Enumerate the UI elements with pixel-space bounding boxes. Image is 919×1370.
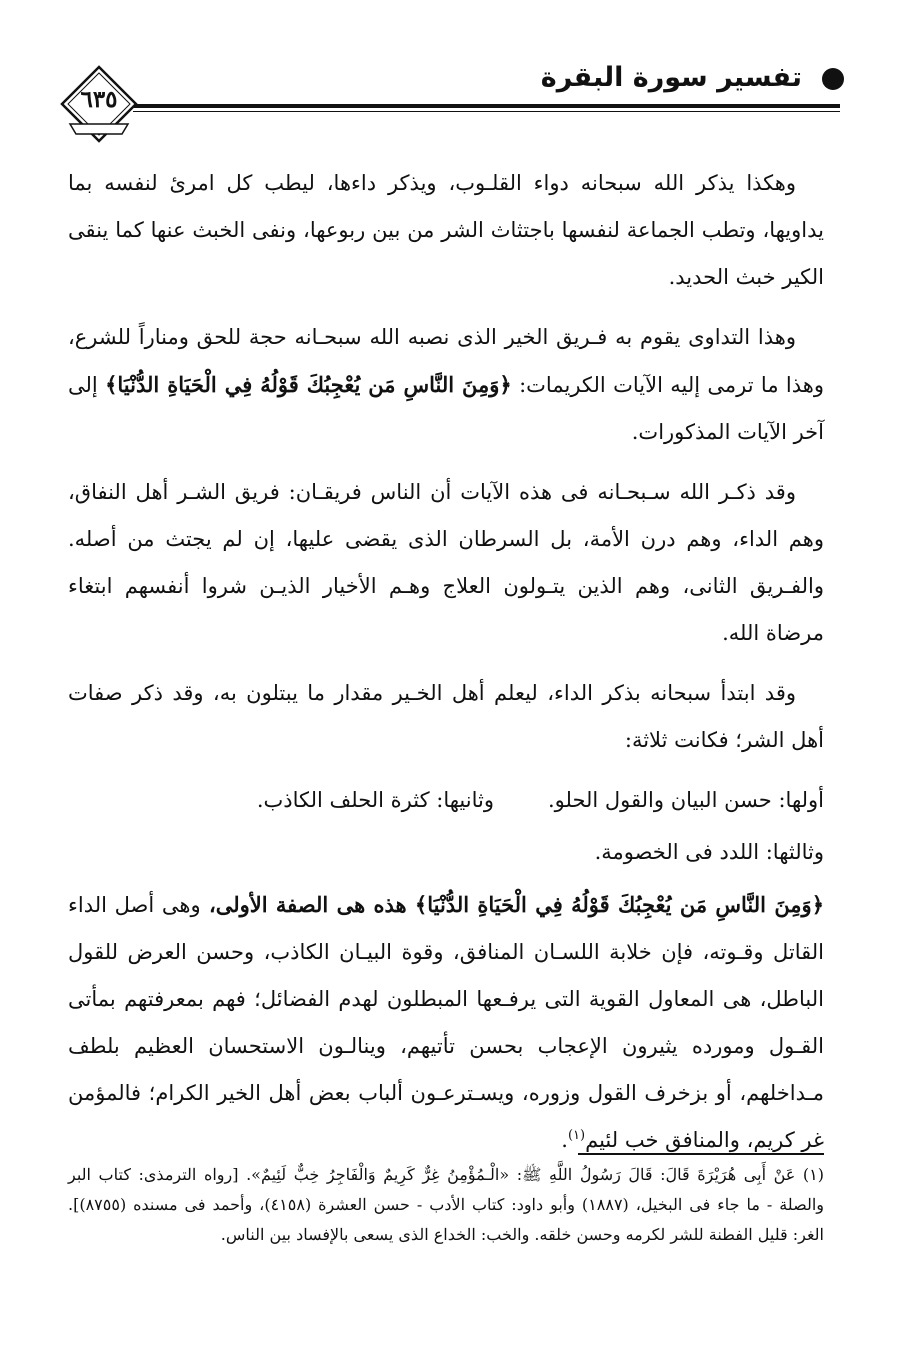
trait-third: وثالثها: اللدد فى الخصومة. xyxy=(594,840,824,864)
running-title: تفسير سورة البقرة xyxy=(540,62,802,93)
footnote-separator xyxy=(578,1153,824,1155)
page-number: ٦٣٥ xyxy=(80,86,118,113)
trait-second: وثانيها: كثرة الحلف الكاذب. xyxy=(256,788,494,812)
header-rule xyxy=(133,104,840,108)
paragraph xyxy=(68,881,824,1164)
footnote xyxy=(68,1160,824,1250)
traits-row xyxy=(68,777,824,829)
page-header xyxy=(58,52,830,142)
paragraph-text: وهذا التداوى يقوم به فـريق الخير الذى نصبه الله سبحـانه حجة للحق ومناراً للشرع، وهذا ما ترمى إليه الآيات الكريمات: xyxy=(68,325,824,397)
quran-verse: ﴿وَمِنَ النَّاسِ مَن يُعْجِبُكَ قَوْلُهُ فِي الْحَيَاةِ الدُّنْيَا﴾ xyxy=(414,892,825,917)
footnote-ref: (١) xyxy=(567,1128,586,1143)
paragraph: وهكذا يذكر الله سبحانه دواء القلـوب، ويذكر داءها، ليطب كل امرئ لنفسه بما يداويها، وتطب الجماعة لنفسها باجتثاث الشر من بين ربوعها، ونفى الخبث عنها كما ينقى الكير خبث الحديد. xyxy=(68,171,824,289)
trait-first: أولها: حسن البيان والقول الحلو. xyxy=(547,788,824,812)
bold-phrase: هذه هى الصفة الأولى، xyxy=(200,892,415,917)
page-number-badge xyxy=(56,64,142,150)
bullet-icon xyxy=(822,68,844,90)
paragraph-text: وهى أصل الداء القاتل وقـوته، فإن خلابة اللسـان المنافق، وقوة البيـان الكاذب، وحسن العرض للقول الباطل، هى المعاول القوية التى يرفـعها المبطلون لهدم الفضائل؛ فهم بمعرفتهم بمأتى القـول ومورده يثيرون الإعجاب بحسن تأتيهم، وينالـون الاستحسان العظيم بلطف مـداخلهم، أو بزخرف القول وزوره، ويسـترعـون ألباب بعض أهل الخير الكرام؛ فالمؤمن غر كريم، والمنافق خب لئيم xyxy=(68,893,824,1152)
paragraph: وقد ابتدأ سبحانه بذكر الداء، ليعلم أهل الخـير مقدار ما يبتلون به، وقد ذكر صفات أهل الشر؛ فكانت ثلاثة: xyxy=(68,681,824,752)
paragraph xyxy=(68,314,824,456)
main-text xyxy=(68,160,824,1177)
paragraph: وقد ذكـر الله سـبحـانه فى هذه الآيات أن الناس فريقـان: فريق الشـر أهل النفاق، وهم الداء، وهم درن الأمة، بل السرطان الذى يقضى عليها، إن لم يجتث من أصله. والفـريق الثانى، وهم الذين يتـولون العلاج وهـم الأخيار الذيـن شروا أنفسهم ابتغاء مرضاة الله. xyxy=(68,480,824,645)
paragraph-text: . xyxy=(561,1128,568,1152)
traits-row xyxy=(68,829,824,881)
footnote-text: (١) عَنْ أَبِى هُرَيْرَةَ قَالَ: قَالَ رَسُولُ اللَّهِ ﷺ: «الْـمُؤْمِنُ غِرٌّ كَرِيمٌ وَالْفَاجِرُ خِبٌّ لَئِيمٌ». [رواه الترمذى: كتاب البر والصلة - ما جاء فى البخيل، (١٨٨٧) وأبو داود: كتاب الأدب - حسن العشرة (٤١٥٨)، وأحمد فى مسنده (٨٧٥٥)]. الغر: قليل الفطنة للشر لكرمه وحسن خلقه. والخب: الخداع الذى يسعى بالإفساد بين الناس. xyxy=(68,1165,825,1244)
quran-verse: ﴿وَمِنَ النَّاسِ مَن يُعْجِبُكَ قَوْلُهُ فِي الْحَيَاةِ الدُّنْيَا﴾ xyxy=(105,372,512,397)
paragraph-text: إلى آخر الآيات المذكورات. xyxy=(68,373,824,444)
